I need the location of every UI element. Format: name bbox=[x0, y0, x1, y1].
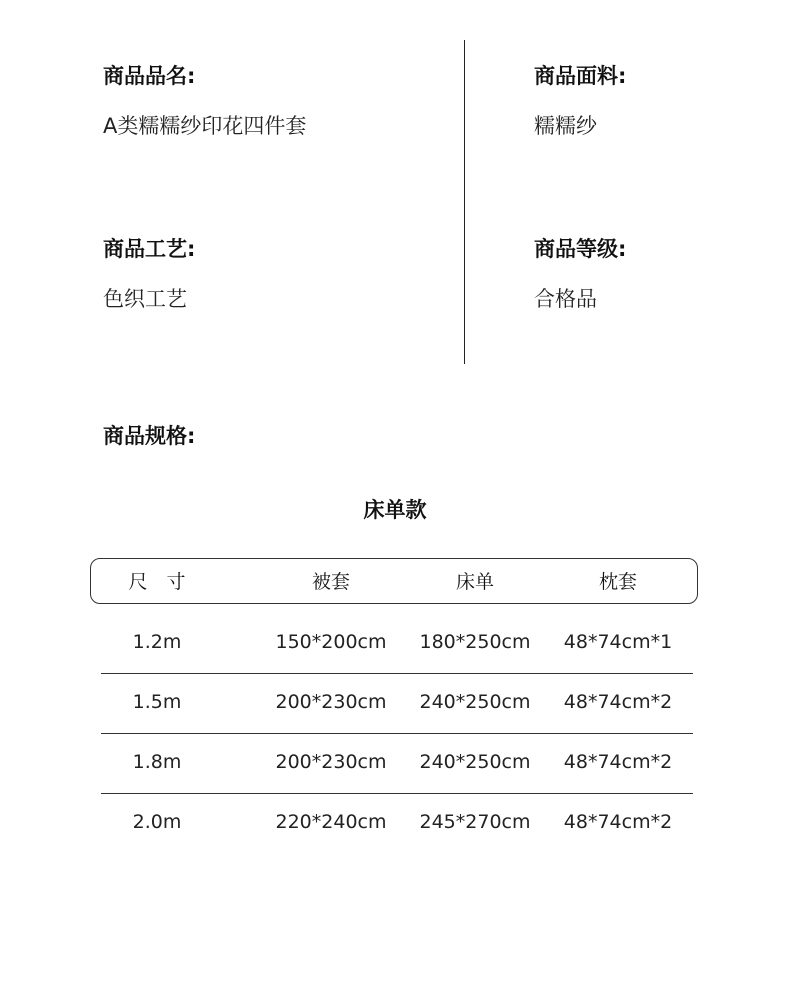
table-cell: 48*74cm*2 bbox=[563, 811, 673, 833]
table-cell: 240*250cm bbox=[419, 751, 531, 773]
craft-value: 色织工艺 bbox=[103, 287, 187, 311]
header-bed-sheet: 床单 bbox=[455, 571, 495, 593]
grade-value: 合格品 bbox=[534, 287, 597, 311]
table-cell: 245*270cm bbox=[419, 811, 531, 833]
header-duvet-cover: 被套 bbox=[311, 571, 351, 593]
table-cell: 220*240cm bbox=[275, 811, 387, 833]
table-cell: 240*250cm bbox=[419, 691, 531, 713]
product-name-value: A类糯糯纱印花四件套 bbox=[103, 114, 307, 138]
row-divider bbox=[101, 673, 693, 674]
table-cell: 48*74cm*1 bbox=[563, 631, 673, 653]
row-divider bbox=[101, 793, 693, 794]
grade-label: 商品等级: bbox=[534, 237, 627, 261]
fabric-value: 糯糯纱 bbox=[534, 114, 597, 138]
vertical-divider bbox=[464, 40, 465, 364]
spec-label: 商品规格: bbox=[103, 424, 196, 448]
table-cell: 2.0m bbox=[132, 811, 182, 833]
table-cell: 150*200cm bbox=[275, 631, 387, 653]
table-cell: 1.2m bbox=[132, 631, 182, 653]
table-cell: 48*74cm*2 bbox=[563, 751, 673, 773]
table-cell: 200*230cm bbox=[275, 691, 387, 713]
product-name-label: 商品品名: bbox=[103, 64, 196, 88]
header-size: 尺 寸 bbox=[128, 571, 186, 593]
craft-label: 商品工艺: bbox=[103, 237, 196, 261]
row-divider bbox=[101, 733, 693, 734]
table-cell: 200*230cm bbox=[275, 751, 387, 773]
header-pillowcase: 枕套 bbox=[598, 571, 638, 593]
table-cell: 1.8m bbox=[132, 751, 182, 773]
table-cell: 48*74cm*2 bbox=[563, 691, 673, 713]
table-title: 床单款 bbox=[363, 498, 427, 522]
fabric-label: 商品面料: bbox=[534, 64, 627, 88]
table-cell: 180*250cm bbox=[419, 631, 531, 653]
table-cell: 1.5m bbox=[132, 691, 182, 713]
